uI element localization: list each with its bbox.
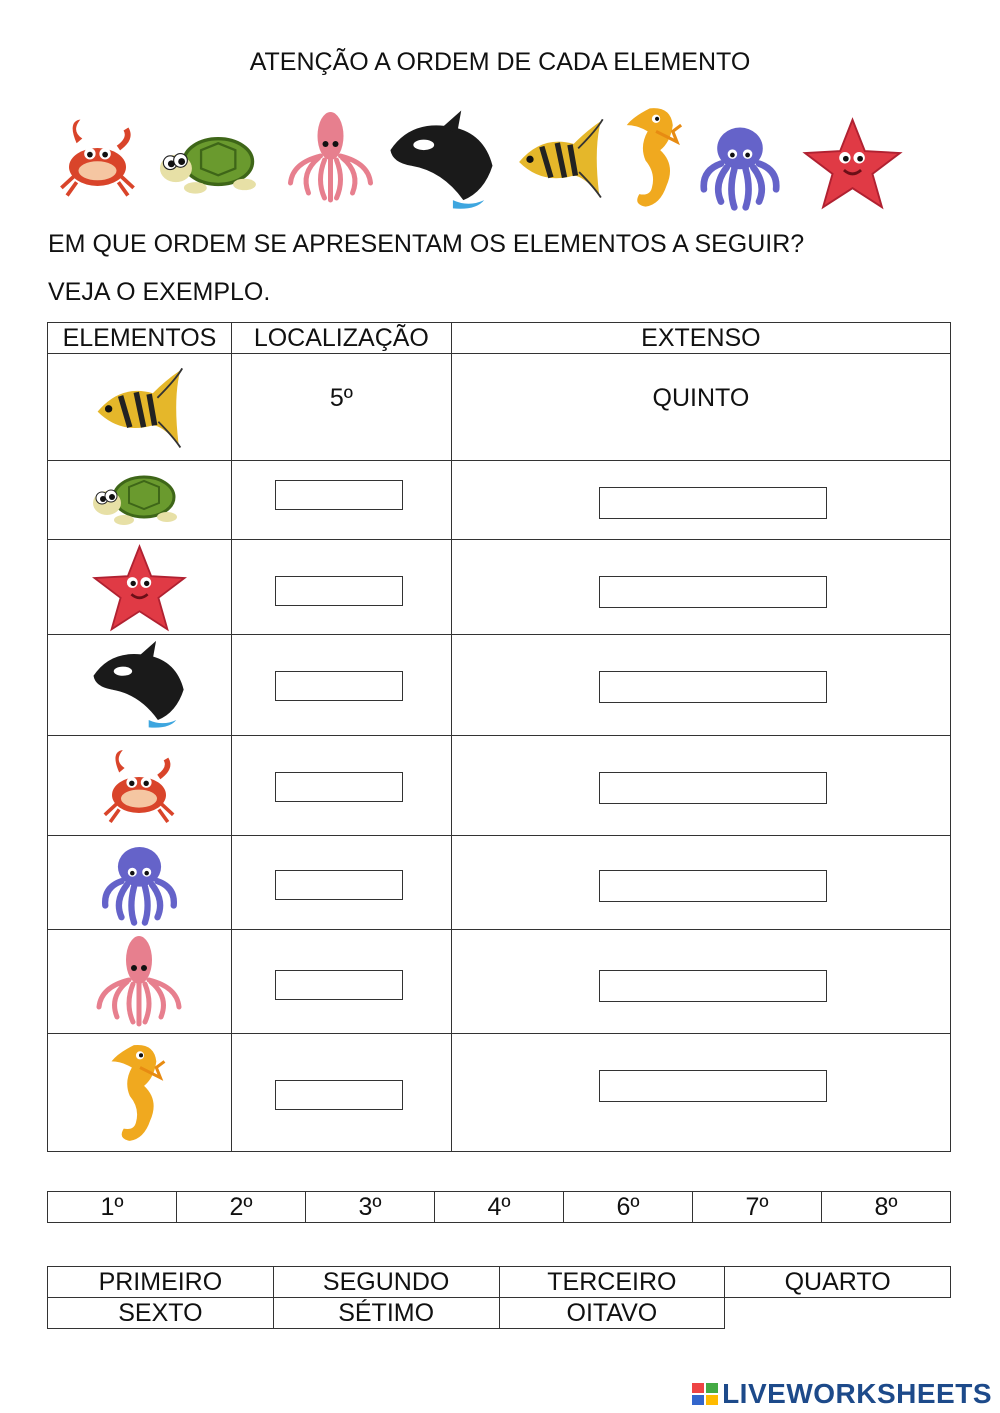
squid-icon xyxy=(89,932,189,1032)
ordinal-word-bank xyxy=(47,1266,951,1329)
ordinal-number-bank xyxy=(47,1191,951,1223)
localizacao-input[interactable] xyxy=(275,671,403,701)
extenso-input[interactable] xyxy=(599,870,827,902)
localizacao-input[interactable] xyxy=(275,1080,403,1110)
angelfish-icon xyxy=(519,119,603,197)
example-note: VEJA O EXEMPLO. xyxy=(48,278,271,306)
seahorse-icon xyxy=(99,1037,179,1149)
turtle-icon xyxy=(160,139,256,194)
table-row xyxy=(48,1034,951,1152)
table-row xyxy=(48,635,951,736)
seahorse-icon xyxy=(627,108,681,206)
table-row xyxy=(48,736,951,836)
brand-text: LIVEWORKSHEETS xyxy=(722,1378,992,1409)
turtle-icon xyxy=(74,465,204,535)
orca-icon xyxy=(390,111,492,209)
ordinal-chip[interactable]: 1º xyxy=(48,1192,177,1223)
word-chip[interactable]: SEGUNDO xyxy=(273,1267,499,1298)
squid-icon xyxy=(291,112,371,200)
sea-animals-strip xyxy=(50,100,930,215)
word-chip[interactable]: OITAVO xyxy=(499,1298,725,1329)
extenso-input[interactable] xyxy=(599,576,827,608)
extenso-input[interactable] xyxy=(599,671,827,703)
header-elementos: ELEMENTOS xyxy=(48,323,232,354)
starfish-icon xyxy=(805,120,900,207)
word-chip[interactable]: TERCEIRO xyxy=(499,1267,725,1298)
localizacao-input[interactable] xyxy=(275,576,403,606)
example-row xyxy=(48,354,951,461)
angelfish-icon xyxy=(84,361,194,453)
ordinal-chip[interactable]: 7º xyxy=(693,1192,822,1223)
extenso-input[interactable] xyxy=(599,772,827,804)
word-chip[interactable]: SÉTIMO xyxy=(273,1298,499,1329)
orca-icon xyxy=(77,639,202,731)
question-text: EM QUE ORDEM SE APRESENTAM OS ELEMENTOS A SEGUIR? xyxy=(48,230,805,258)
ordinal-chip[interactable]: 8º xyxy=(822,1192,951,1223)
example-localizacao: 5º xyxy=(231,354,451,461)
ordinal-chip[interactable]: 3º xyxy=(306,1192,435,1223)
table-row xyxy=(48,836,951,930)
localizacao-input[interactable] xyxy=(275,772,403,802)
word-chip[interactable]: PRIMEIRO xyxy=(48,1267,274,1298)
header-localizacao: LOCALIZAÇÃO xyxy=(231,323,451,354)
ordinal-chip[interactable]: 4º xyxy=(435,1192,564,1223)
localizacao-input[interactable] xyxy=(275,970,403,1000)
order-table xyxy=(47,322,951,1152)
example-extenso: QUINTO xyxy=(451,354,950,461)
localizacao-input[interactable] xyxy=(275,480,403,510)
ordinal-chip[interactable]: 2º xyxy=(177,1192,306,1223)
word-chip[interactable]: QUARTO xyxy=(725,1267,951,1298)
extenso-input[interactable] xyxy=(599,970,827,1002)
octopus-icon xyxy=(92,838,187,928)
liveworksheets-brand xyxy=(692,1378,992,1410)
table-row xyxy=(48,461,951,540)
extenso-input[interactable] xyxy=(599,1070,827,1102)
starfish-icon xyxy=(77,542,202,632)
liveworksheets-logo-icon xyxy=(692,1383,718,1405)
table-row xyxy=(48,540,951,635)
octopus-icon xyxy=(704,128,777,208)
header-extenso: EXTENSO xyxy=(451,323,950,354)
word-chip[interactable]: SEXTO xyxy=(48,1298,274,1329)
crab-icon xyxy=(94,740,184,832)
table-row xyxy=(48,930,951,1034)
crab-icon xyxy=(61,120,133,196)
page-title: ATENÇÃO A ORDEM DE CADA ELEMENTO xyxy=(249,48,751,76)
localizacao-input[interactable] xyxy=(275,870,403,900)
empty-cell xyxy=(725,1298,951,1329)
extenso-input[interactable] xyxy=(599,487,827,519)
ordinal-chip[interactable]: 6º xyxy=(564,1192,693,1223)
